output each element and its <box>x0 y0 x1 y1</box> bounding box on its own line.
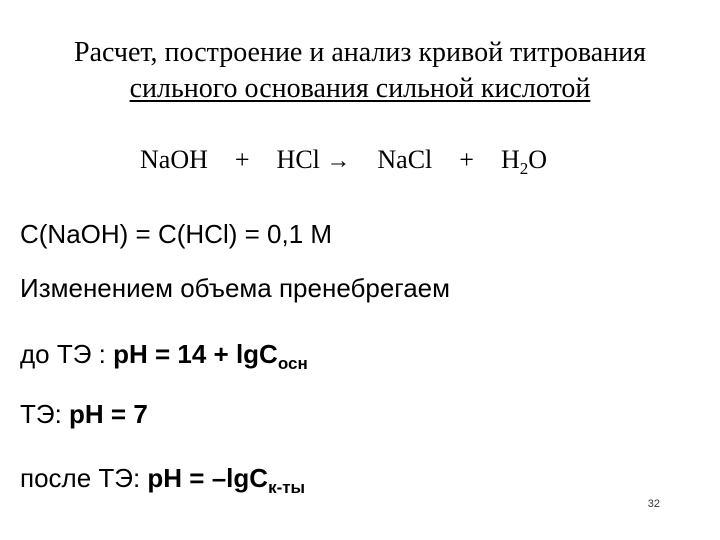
reaction-arrow-icon: → <box>326 148 351 174</box>
concentration-line: C(NaOH) = C(HCl) = 0,1 M <box>20 219 333 249</box>
plus-sign: + <box>234 145 250 174</box>
page-number: 32 <box>647 498 660 510</box>
before-eq-formula: pH = 14 + lgC$_{осн}$ <box>113 339 308 373</box>
equivalence-point-formula <box>20 398 148 430</box>
eq-prefix: ТЭ: <box>20 399 70 429</box>
reaction-equation <box>140 144 547 177</box>
slide-title-line1: Расчет, построение и анализ кривой титрования <box>74 37 646 68</box>
reactant-naoh: NaOH <box>140 145 208 174</box>
slide-title-line2 <box>0 72 720 106</box>
plus-sign: + <box>459 145 474 174</box>
after-eq-formula: pH = –lgC$_{к-ты}$ <box>147 463 306 497</box>
product-nacl: NaCl <box>377 145 433 174</box>
after-equivalence-formula <box>20 462 306 497</box>
slide-subtitle-underlined: сильного основания сильной кислотой <box>129 73 591 104</box>
eq-formula: pH = 7 <box>69 399 148 429</box>
after-eq-prefix: после ТЭ: <box>20 463 148 493</box>
product-water: $H_2O$ <box>500 145 548 178</box>
before-eq-prefix: до ТЭ : <box>20 339 114 369</box>
volume-note: Изменением объема пренебрегаем <box>20 273 451 303</box>
before-equivalence-formula <box>20 338 308 373</box>
reactant-hcl: HCl <box>276 145 320 174</box>
